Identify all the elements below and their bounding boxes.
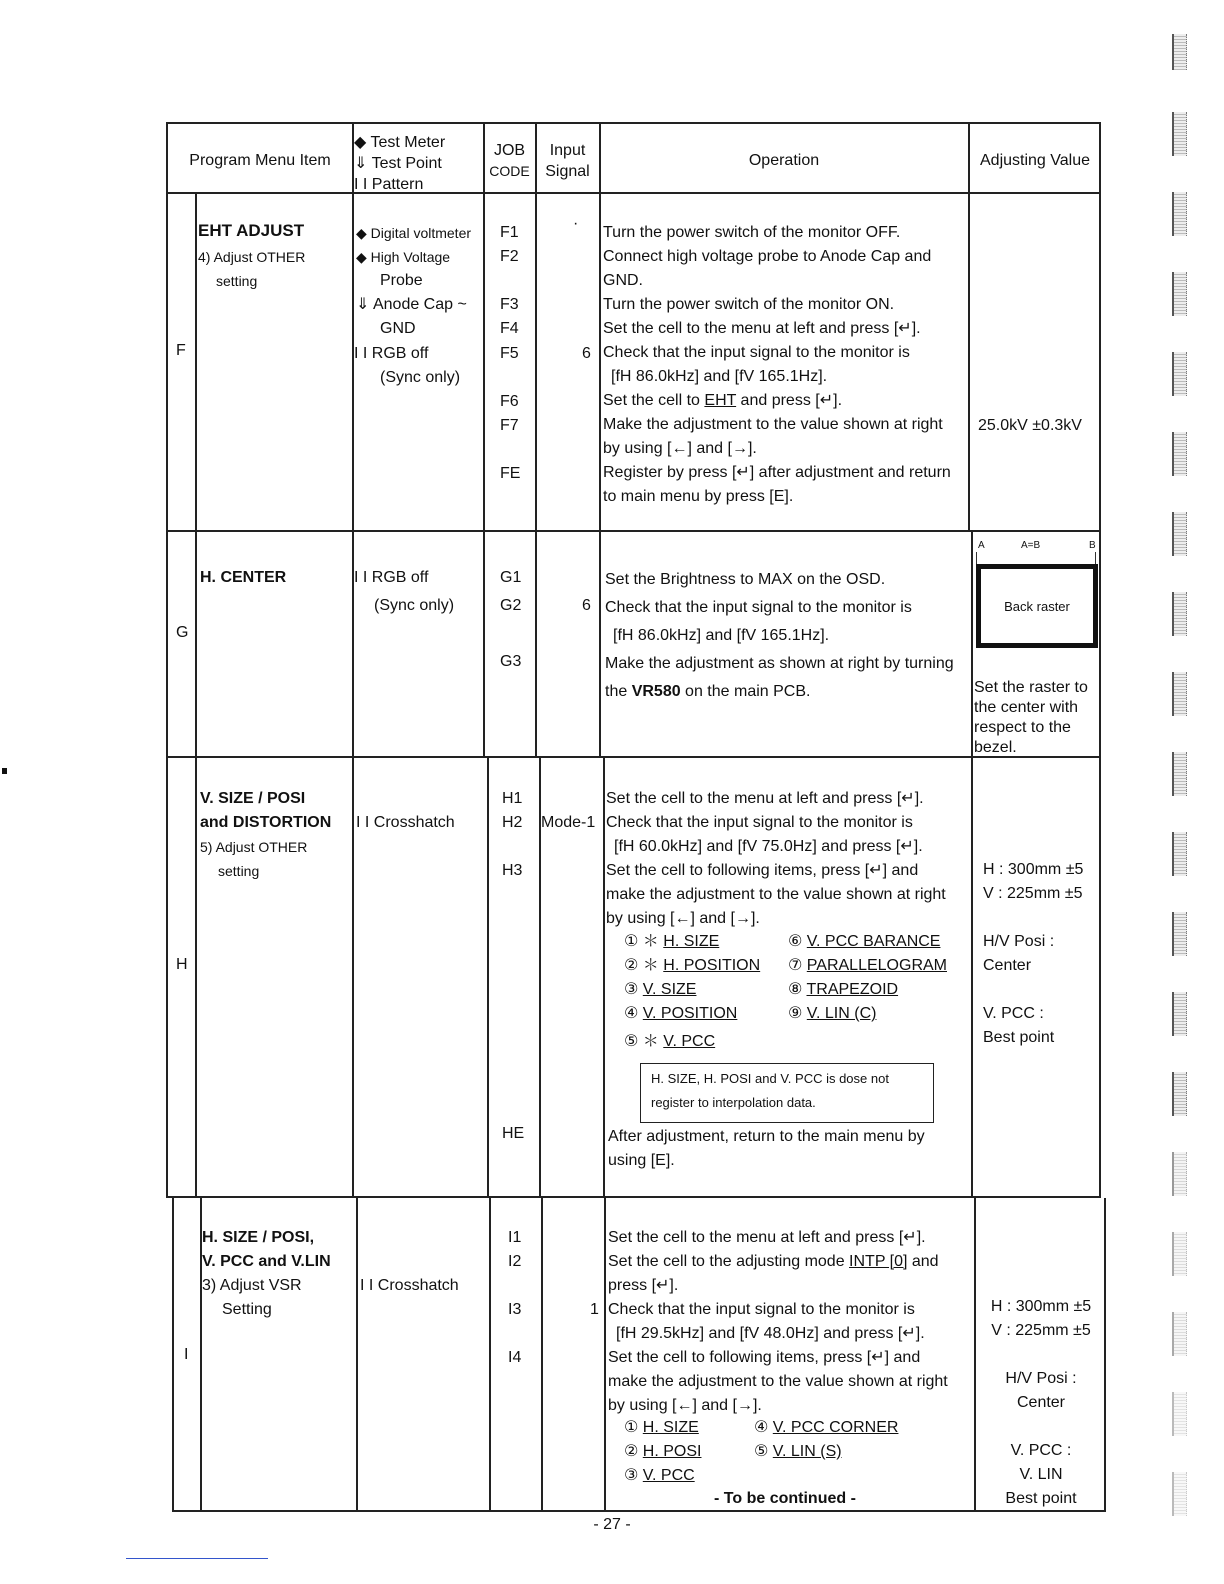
item-i-v-lin-s bbox=[754, 1440, 842, 1464]
item-number: ② bbox=[624, 957, 639, 974]
item-v-pcc bbox=[624, 1030, 715, 1054]
op-intp-underlined: INTP [0] bbox=[849, 1253, 908, 1270]
header-pattern-line: I I Pattern bbox=[354, 176, 424, 193]
item-label: V. LIN (S) bbox=[772, 1443, 842, 1460]
item-number: ① bbox=[624, 1419, 639, 1436]
item-trapezoid bbox=[788, 978, 898, 1002]
item-label: V. PCC CORNER bbox=[772, 1419, 899, 1436]
value-line: V. PCC : bbox=[983, 1005, 1044, 1022]
op-line: [fH 60.0kHz] and [fV 75.0Hz] and press [↵]. bbox=[614, 838, 923, 855]
binding-mark bbox=[1172, 1152, 1187, 1196]
value-line: Center bbox=[1016, 1394, 1066, 1411]
value-line: Best point bbox=[1005, 1490, 1077, 1507]
binding-mark bbox=[1172, 1312, 1187, 1356]
item-number: ⑤ bbox=[624, 1033, 639, 1050]
binding-mark bbox=[1172, 432, 1187, 476]
op-line: press [↵]. bbox=[608, 1277, 679, 1294]
section-g bbox=[166, 532, 1101, 758]
op-line: Register by press [↵] after adjustment and return bbox=[603, 464, 951, 481]
op-line: [fH 86.0kHz] and [fV 165.1Hz]. bbox=[613, 627, 830, 644]
op-text: Set the cell to bbox=[603, 392, 705, 409]
job-code-f7: F7 bbox=[500, 417, 519, 434]
scan-speck bbox=[2, 768, 7, 774]
input-signal-h: Mode-1 bbox=[541, 814, 596, 831]
op-line: Set the cell to the menu at left and press [↵]. bbox=[603, 320, 921, 337]
binding-mark bbox=[1172, 992, 1187, 1036]
pattern-crosshatch-i: I I Crosshatch bbox=[360, 1277, 459, 1294]
diagram-tick-left bbox=[976, 552, 977, 564]
job-code-h3: H3 bbox=[502, 862, 523, 879]
op-line: by using [←] and [→]. bbox=[603, 440, 757, 457]
item-label: V. LIN (C) bbox=[806, 1005, 877, 1022]
op-line: Make the adjustment as shown at right by turning bbox=[605, 655, 954, 672]
op-line: Set the cell to the menu at left and press [↵]. bbox=[608, 1229, 926, 1246]
header-job-line: JOB bbox=[493, 142, 526, 159]
item-label: H. POSI bbox=[642, 1443, 702, 1460]
diagram-label-a: A bbox=[978, 540, 985, 551]
op-line: Check that the input signal to the monitor is bbox=[603, 344, 910, 361]
section-i-sub2: Setting bbox=[222, 1301, 272, 1318]
op-line bbox=[608, 1250, 948, 1274]
binding-mark bbox=[1172, 1392, 1187, 1436]
job-code-f1: F1 bbox=[500, 224, 519, 241]
item-label: H. POSITION bbox=[663, 957, 761, 974]
item-label: V. SIZE bbox=[642, 981, 697, 998]
item-star: ＊ bbox=[642, 933, 659, 950]
op-line: GND. bbox=[603, 272, 643, 289]
meter-probe: Probe bbox=[380, 272, 423, 289]
item-parallelogram bbox=[788, 954, 947, 978]
value-line: V : 225mm ±5 bbox=[991, 1322, 1091, 1339]
value-line: the center with bbox=[974, 699, 1079, 716]
header-test-meter-line: ◆ Test Meter bbox=[354, 134, 446, 151]
test-point-gnd: GND bbox=[380, 320, 416, 337]
header-operation: Operation bbox=[748, 152, 820, 169]
footer-rule bbox=[126, 1558, 268, 1559]
page-number: - 27 - bbox=[593, 1516, 631, 1533]
job-code-i3: I3 bbox=[508, 1301, 522, 1318]
op-line: Set the cell to following items, press [↵] and bbox=[606, 862, 919, 879]
input-signal-i: 1 bbox=[590, 1301, 599, 1318]
job-code-h1: H1 bbox=[502, 790, 523, 807]
op-line: using [E]. bbox=[608, 1152, 675, 1169]
item-number: ① bbox=[624, 933, 639, 950]
diagram-tick-right bbox=[1095, 552, 1096, 564]
op-line: make the adjustment to the value shown at right bbox=[608, 1373, 948, 1390]
item-number: ④ bbox=[754, 1419, 769, 1436]
job-code-i2: I2 bbox=[508, 1253, 522, 1270]
job-code-i4: I4 bbox=[508, 1349, 522, 1366]
binding-mark bbox=[1172, 352, 1187, 396]
section-letter-g: G bbox=[176, 624, 189, 641]
binding-mark bbox=[1172, 272, 1187, 316]
binding-mark bbox=[1172, 832, 1187, 876]
op-line: After adjustment, return to the main menu by bbox=[608, 1128, 925, 1145]
value-line: Center bbox=[983, 957, 1032, 974]
op-line: Set the cell to the menu at left and press [↵]. bbox=[606, 790, 924, 807]
section-letter-i: I bbox=[184, 1346, 189, 1363]
value-line: bezel. bbox=[974, 739, 1017, 756]
item-i-h-size bbox=[624, 1416, 699, 1440]
section-f-sub2: setting bbox=[216, 273, 258, 289]
section-letter-h: H bbox=[176, 956, 188, 973]
binding-mark bbox=[1172, 752, 1187, 796]
binding-mark bbox=[1172, 1472, 1187, 1516]
op-line: make the adjustment to the value shown at right bbox=[606, 886, 946, 903]
value-line: H/V Posi : bbox=[983, 933, 1055, 950]
header-test-meter bbox=[354, 132, 445, 195]
item-v-lin-c bbox=[788, 1002, 876, 1026]
op-line: Turn the power switch of the monitor OFF. bbox=[603, 224, 901, 241]
section-h-title1: V. SIZE / POSI bbox=[200, 790, 306, 807]
operation-h-end bbox=[608, 1125, 925, 1173]
value-line: Best point bbox=[983, 1029, 1055, 1046]
binding-mark bbox=[1172, 112, 1187, 156]
item-number: ⑥ bbox=[788, 933, 803, 950]
pattern-sync-only: (Sync only) bbox=[380, 369, 461, 386]
section-i-sub1: 3) Adjust VSR bbox=[202, 1277, 302, 1294]
pattern-crosshatch-h: I I Crosshatch bbox=[356, 814, 455, 831]
header-job-code bbox=[484, 140, 535, 182]
operation-f bbox=[603, 221, 951, 509]
job-code-f6: F6 bbox=[500, 393, 519, 410]
op-line: [fH 29.5kHz] and [fV 48.0Hz] and press [↵]. bbox=[616, 1325, 925, 1342]
to-be-continued: - To be continued - bbox=[714, 1490, 856, 1507]
op-vr580: VR580 bbox=[631, 683, 681, 700]
value-line: respect to the bbox=[974, 719, 1071, 736]
item-label: V. PCC bbox=[642, 1467, 695, 1484]
item-number: ③ bbox=[624, 1467, 639, 1484]
item-label: PARALLELOGRAM bbox=[806, 957, 947, 974]
operation-i bbox=[608, 1226, 948, 1418]
job-code-g1: G1 bbox=[500, 569, 522, 586]
section-i bbox=[172, 1198, 1106, 1512]
item-i-v-pcc-corner bbox=[754, 1416, 898, 1440]
item-label: H. SIZE bbox=[642, 1419, 699, 1436]
item-v-size bbox=[624, 978, 696, 1002]
value-line: H : 300mm ±5 bbox=[983, 861, 1084, 878]
op-line: to main menu by press [E]. bbox=[603, 488, 794, 505]
item-i-v-pcc bbox=[624, 1464, 695, 1488]
binding-mark bbox=[1172, 512, 1187, 556]
value-line: Set the raster to bbox=[974, 679, 1088, 696]
value-line: H : 300mm ±5 bbox=[990, 1298, 1092, 1315]
value-line: H/V Posi : bbox=[1005, 1370, 1077, 1387]
section-letter-f: F bbox=[176, 342, 186, 359]
op-line: Set the cell to following items, press [↵] and bbox=[608, 1349, 921, 1366]
adjusting-value-h bbox=[983, 858, 1083, 1050]
item-i-h-posi bbox=[624, 1440, 701, 1464]
operation-g bbox=[605, 566, 954, 706]
op-line bbox=[603, 389, 951, 413]
binding-mark bbox=[1172, 1072, 1187, 1116]
item-star: ＊ bbox=[642, 1033, 659, 1050]
interpolation-note-box bbox=[640, 1063, 934, 1123]
section-f bbox=[166, 194, 1101, 532]
op-eht-underlined: EHT bbox=[704, 392, 737, 409]
job-code-he: HE bbox=[502, 1125, 525, 1142]
section-h-sub1: 5) Adjust OTHER bbox=[200, 839, 308, 855]
item-h-size bbox=[624, 930, 719, 954]
op-line: by using [←] and [→]. bbox=[606, 910, 760, 927]
note-line: H. SIZE, H. POSI and V. PCC is dose not bbox=[651, 1071, 889, 1086]
header-test-point-line: ⇓ Test Point bbox=[354, 155, 442, 172]
binding-mark bbox=[1172, 912, 1187, 956]
op-line: Check that the input signal to the monitor is bbox=[606, 814, 913, 831]
item-label: V. POSITION bbox=[642, 1005, 738, 1022]
header-signal-line: Signal bbox=[545, 163, 590, 180]
job-code-fe: FE bbox=[500, 465, 521, 482]
adjusting-value-g bbox=[974, 678, 1088, 758]
header-input-signal bbox=[536, 140, 599, 182]
value-line: V. LIN bbox=[1019, 1466, 1063, 1483]
section-i-title1: H. SIZE / POSI, bbox=[202, 1229, 315, 1246]
item-number: ⑨ bbox=[788, 1005, 803, 1022]
diagram-label-b: B bbox=[1089, 540, 1096, 551]
item-label: V. PCC BARANCE bbox=[806, 933, 941, 950]
back-raster-diagram bbox=[976, 564, 1098, 648]
input-signal-f: 6 bbox=[582, 345, 591, 362]
item-h-position bbox=[624, 954, 760, 978]
job-code-f2: F2 bbox=[500, 248, 519, 265]
section-h bbox=[166, 758, 1101, 1198]
binding-mark bbox=[1172, 192, 1187, 236]
item-label: H. SIZE bbox=[663, 933, 720, 950]
section-g-title: H. CENTER bbox=[200, 569, 287, 586]
item-number: ③ bbox=[624, 981, 639, 998]
header-code-line: CODE bbox=[489, 163, 530, 179]
section-h-sub2: setting bbox=[218, 863, 260, 879]
op-text: and bbox=[907, 1253, 939, 1270]
adjusting-value-f: 25.0kV ±0.3kV bbox=[978, 417, 1082, 434]
op-line: Check that the input signal to the monitor is bbox=[608, 1301, 915, 1318]
op-text: Set the cell to the adjusting mode bbox=[608, 1253, 850, 1270]
section-h-title2: and DISTORTION bbox=[200, 814, 332, 831]
job-code-g3: G3 bbox=[500, 653, 522, 670]
binding-mark bbox=[1172, 34, 1187, 70]
back-raster-label: Back raster bbox=[1004, 598, 1070, 614]
op-line: by using [←] and [→]. bbox=[608, 1397, 762, 1414]
job-code-f4: F4 bbox=[500, 320, 519, 337]
item-number: ⑦ bbox=[788, 957, 803, 974]
job-code-f3: F3 bbox=[500, 296, 519, 313]
table-header bbox=[166, 122, 1101, 194]
op-line: Connect high voltage probe to Anode Cap and bbox=[603, 248, 932, 265]
op-line: Check that the input signal to the monitor is bbox=[605, 599, 912, 616]
adjusting-value-i bbox=[976, 1295, 1106, 1511]
op-text: the bbox=[605, 683, 632, 700]
test-point-anode-cap: ⇓ Anode Cap ~ bbox=[356, 296, 467, 313]
section-f-sub1: 4) Adjust OTHER bbox=[198, 249, 306, 265]
op-line: Set the Brightness to MAX on the OSD. bbox=[605, 571, 886, 588]
operation-h bbox=[606, 787, 946, 931]
note-line: register to interpolation data. bbox=[651, 1095, 816, 1110]
section-i-title2: V. PCC and V.LIN bbox=[202, 1253, 331, 1270]
op-line: Make the adjustment to the value shown at right bbox=[603, 416, 943, 433]
item-label: TRAPEZOID bbox=[806, 981, 899, 998]
item-number: ④ bbox=[624, 1005, 639, 1022]
job-code-f5: F5 bbox=[500, 345, 519, 362]
input-signal-g: 6 bbox=[582, 597, 591, 614]
section-f-title: EHT ADJUST bbox=[198, 221, 305, 240]
item-number: ⑤ bbox=[754, 1443, 769, 1460]
pattern-sync-only-g: (Sync only) bbox=[374, 597, 455, 614]
pattern-rgb-off: I I RGB off bbox=[354, 345, 429, 362]
op-line: Turn the power switch of the monitor ON. bbox=[603, 296, 895, 313]
header-adjusting-value: Adjusting Value bbox=[980, 152, 1090, 169]
binding-mark bbox=[1172, 592, 1187, 636]
meter-high-voltage: ◆ High Voltage bbox=[356, 249, 451, 265]
item-label: V. PCC bbox=[663, 1033, 716, 1050]
item-number: ② bbox=[624, 1443, 639, 1460]
op-line: [fH 86.0kHz] and [fV 165.1Hz]. bbox=[611, 368, 828, 385]
diagram-label-ab: A=B bbox=[1021, 540, 1041, 551]
op-text: and press [↵]. bbox=[736, 392, 843, 409]
item-v-position bbox=[624, 1002, 737, 1026]
binding-mark bbox=[1172, 672, 1187, 716]
job-code-g2: G2 bbox=[500, 597, 522, 614]
header-input-line: Input bbox=[549, 142, 586, 159]
job-code-h2: H2 bbox=[502, 814, 523, 831]
item-star: ＊ bbox=[642, 957, 659, 974]
signal-dot: · bbox=[573, 215, 579, 232]
value-line: V : 225mm ±5 bbox=[983, 885, 1083, 902]
item-v-pcc-barance bbox=[788, 930, 940, 954]
item-number: ⑧ bbox=[788, 981, 803, 998]
op-line bbox=[605, 678, 954, 706]
job-code-i1: I1 bbox=[508, 1229, 522, 1246]
binding-mark bbox=[1172, 1232, 1187, 1276]
op-text: on the main PCB. bbox=[680, 683, 811, 700]
header-program-menu-item: Program Menu Item bbox=[189, 152, 331, 169]
meter-digital-voltmeter: ◆ Digital voltmeter bbox=[356, 225, 472, 241]
value-line: V. PCC : bbox=[1010, 1442, 1072, 1459]
pattern-rgb-off-g: I I RGB off bbox=[354, 569, 429, 586]
